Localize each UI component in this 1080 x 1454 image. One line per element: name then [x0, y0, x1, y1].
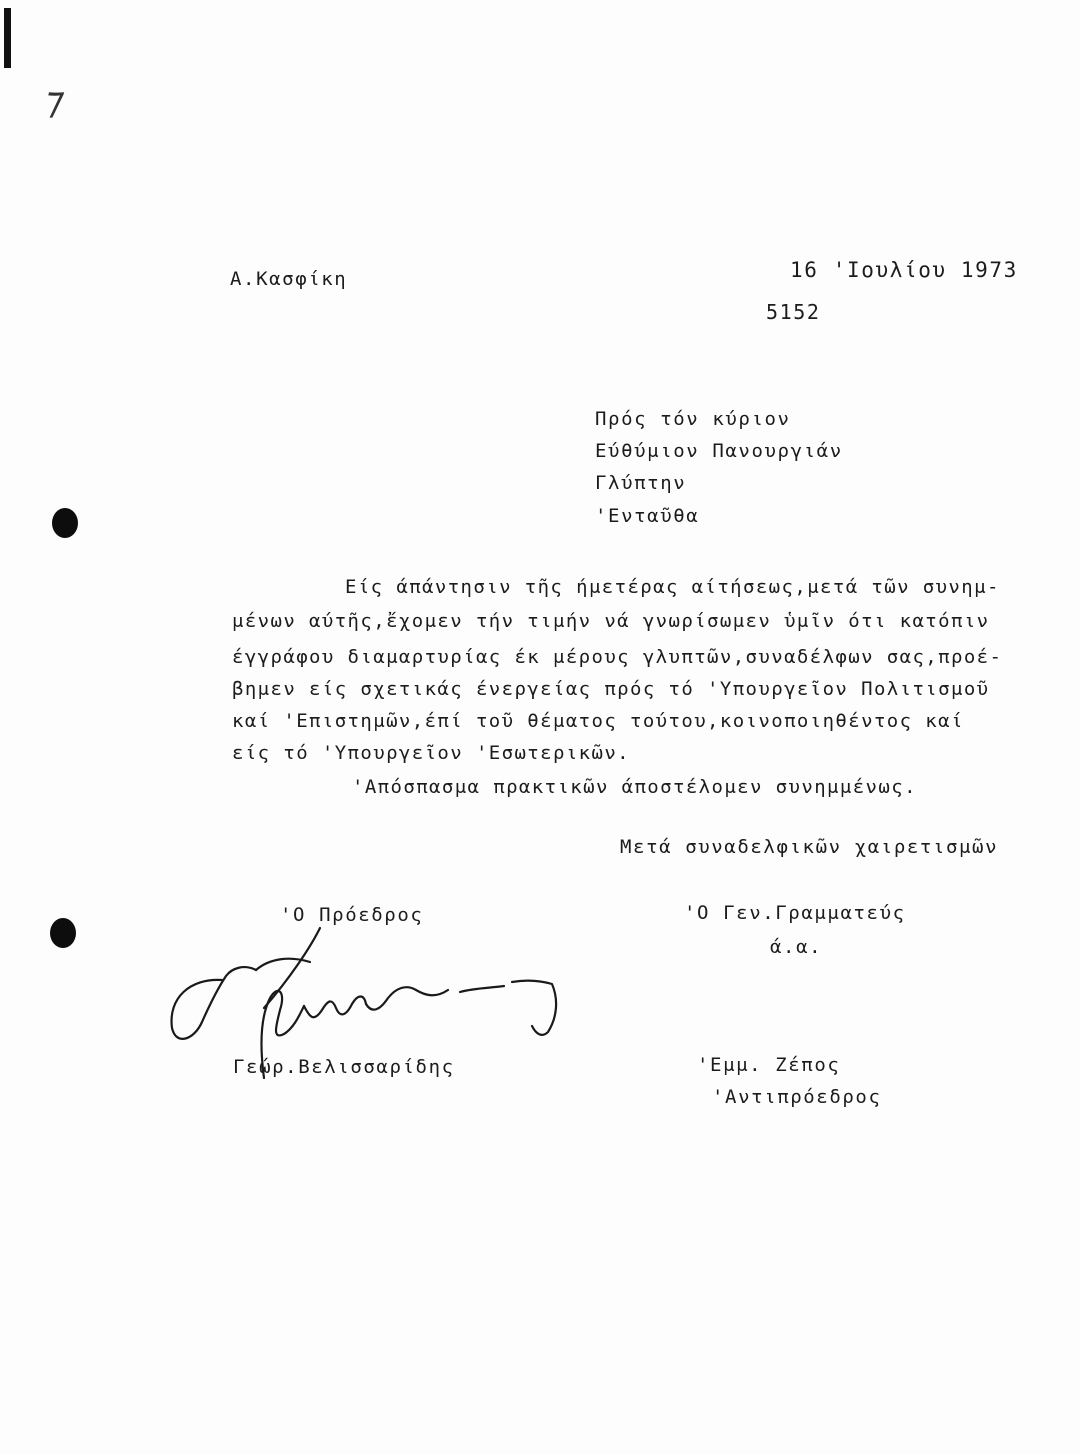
- body-line-3: έγγράφου διαμαρτυρίας έκ μέρους γλυπτῶν,συναδέλφων σας,προέ-: [232, 646, 1003, 668]
- letter-date: 16 'Ιουλίου 1973: [790, 258, 1018, 282]
- body-line-5: καί 'Επιστημῶν,έπί τοῦ θέματος τούτου,κοινοποιηθέντος καί: [232, 710, 964, 732]
- body-line-7: 'Απόσπασμα πρακτικῶν άποστέλομεν συνημμένως.: [352, 776, 917, 798]
- secretary-title: 'Ο Γεν.Γραμματεύς: [684, 902, 906, 924]
- president-name: Γεώρ.Βελισσαρίδης: [233, 1056, 455, 1078]
- addressee-line-4: 'Ενταῦθα: [595, 505, 700, 527]
- addressee-line-3: Γλύπτην: [595, 472, 687, 494]
- secretary-aa: ά.α.: [770, 936, 823, 958]
- sender-initials: Α.Κασφίκη: [230, 268, 348, 290]
- punch-hole-top: [52, 508, 78, 538]
- scan-edge-mark: [4, 8, 11, 68]
- reference-number: 5152: [766, 300, 821, 324]
- closing-salutation: Μετά συναδελφικῶν χαιρετισμῶν: [620, 836, 999, 858]
- body-line-1: Είς άπάντησιν τῆς ήμετέρας αίτήσεως,μετά τῶν συνημ-: [345, 576, 1000, 598]
- addressee-line-2: Εύθύμιον Πανουργιάν: [595, 440, 843, 462]
- vice-president-name: 'Εμμ. Ζέπος: [697, 1054, 841, 1076]
- vice-president-role: 'Αντιπρόεδρος: [712, 1086, 882, 1108]
- president-title: 'Ο Πρόεδρος: [280, 904, 424, 926]
- body-line-4: βημεν είς σχετικάς ένεργείας πρός τό 'Υπουργεῖον Πολιτισμοῦ: [232, 678, 990, 700]
- addressee-line-1: Πρός τόν κύριον: [595, 408, 791, 430]
- corner-handwritten-mark: ⁊: [42, 78, 61, 122]
- body-line-2: μένων αύτῆς,ἔχομεν τήν τιμήν νά γνωρίσωμεν ὑμῖν ότι κατόπιν: [232, 610, 990, 632]
- body-line-6: είς τό 'Υπουργεῖον 'Εσωτερικῶν.: [232, 742, 631, 764]
- punch-hole-bottom: [50, 918, 76, 948]
